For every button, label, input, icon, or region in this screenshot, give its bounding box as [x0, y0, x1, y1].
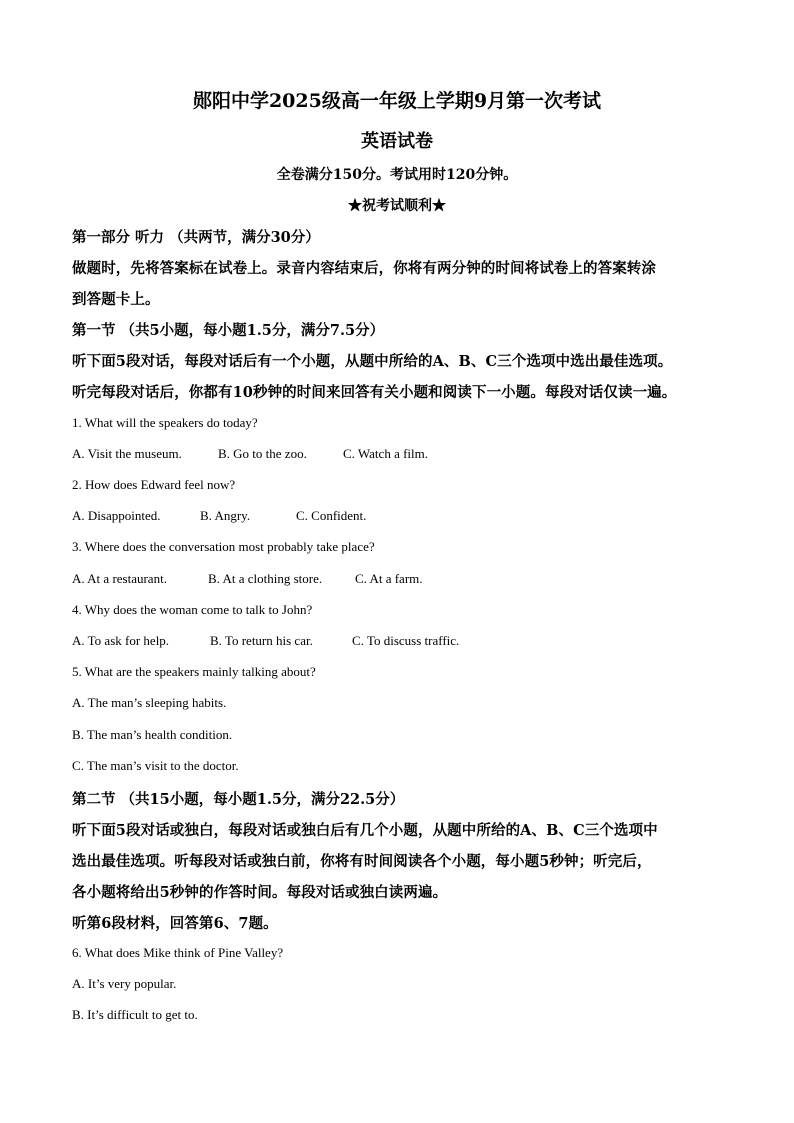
question-5-option-a: A. The man’s sleeping habits.	[72, 695, 227, 710]
question-6-option-b: B. It’s difficult to get to.	[72, 1007, 198, 1022]
section1-heading: 第一节 （共5小题，每小题1.5分，满分7.5分）	[72, 322, 385, 339]
question-5-option-b: B. The man’s health condition.	[72, 727, 233, 742]
exam-info: 全卷满分150分。考试用时120分钟。	[276, 167, 518, 183]
question-6-option-a: A. It’s very popular.	[72, 976, 177, 991]
question-4-options	[72, 633, 459, 649]
part1-instruction-line1: 做题时，先将答案标在试卷上。录音内容结束后，你将有两分钟的时间将试卷上的答案转涂	[72, 260, 656, 277]
question-5-option-c: C. The man’s visit to the doctor.	[72, 758, 239, 773]
exam-title: 郧阳中学2025级高一年级上学期9月第一次考试	[192, 90, 602, 112]
part1-instruction-line2: 到答题卡上。	[72, 291, 160, 308]
section1-instruction-line1: 听下面5段对话，每段对话后有一个小题，从题中所给的A、B、C三个选项中选出最佳选项。	[72, 353, 673, 370]
question-1: 1. What will the speakers do today?	[72, 415, 258, 430]
section2-instruction-line2: 选出最佳选项。听每段对话或独白前，你将有时间阅读各个小题，每小题5秒钟；听完后，	[72, 853, 652, 870]
section2-instruction-line1: 听下面5段对话或独白，每段对话或独白后有几个小题，从题中所给的A、B、C三个选项中	[72, 822, 658, 839]
question-1-option-c: C. Watch a film.	[343, 446, 429, 461]
section1-instruction-line2: 听完每段对话后，你都有10秒钟的时间来回答有关小题和阅读下一小题。每段对话仅读一遍。	[72, 384, 677, 401]
exam-wish: ★祝考试顺利★	[348, 198, 446, 214]
question-6: 6. What does Mike think of Pine Valley?	[72, 945, 284, 960]
section2-heading: 第二节 （共15小题，每小题1.5分，满分22.5分）	[72, 791, 405, 808]
exam-subject: 英语试卷	[361, 131, 433, 152]
question-1-options	[72, 446, 428, 462]
question-3-option-c: C. At a farm.	[355, 571, 423, 586]
question-3-option-b: B. At a clothing store.	[208, 571, 323, 586]
question-3-option-a: A. At a restaurant.	[72, 571, 167, 586]
part1-heading: 第一部分 听力 （共两节，满分30分）	[72, 229, 320, 246]
question-4-option-c: C. To discuss traffic.	[352, 633, 460, 648]
question-2-option-c: C. Confident.	[296, 508, 367, 523]
question-4-option-a: A. To ask for help.	[72, 633, 170, 648]
question-3: 3. Where does the conversation most probably take place?	[72, 539, 375, 554]
question-4: 4. Why does the woman come to talk to John?	[72, 602, 313, 617]
question-2-option-b: B. Angry.	[200, 508, 251, 523]
material-6-heading: 听第6段材料，回答第6、7题。	[72, 915, 278, 932]
question-2-options	[72, 508, 366, 524]
question-2: 2. How does Edward feel now?	[72, 477, 236, 492]
question-4-option-b: B. To return his car.	[210, 633, 313, 648]
question-5: 5. What are the speakers mainly talking about?	[72, 664, 316, 679]
question-1-option-b: B. Go to the zoo.	[218, 446, 307, 461]
question-3-options	[72, 571, 423, 587]
question-2-option-a: A. Disappointed.	[72, 508, 161, 523]
question-1-option-a: A. Visit the museum.	[72, 446, 182, 461]
section2-instruction-line3: 各小题将给出5秒钟的作答时间。每段对话或独白读两遍。	[72, 884, 448, 901]
